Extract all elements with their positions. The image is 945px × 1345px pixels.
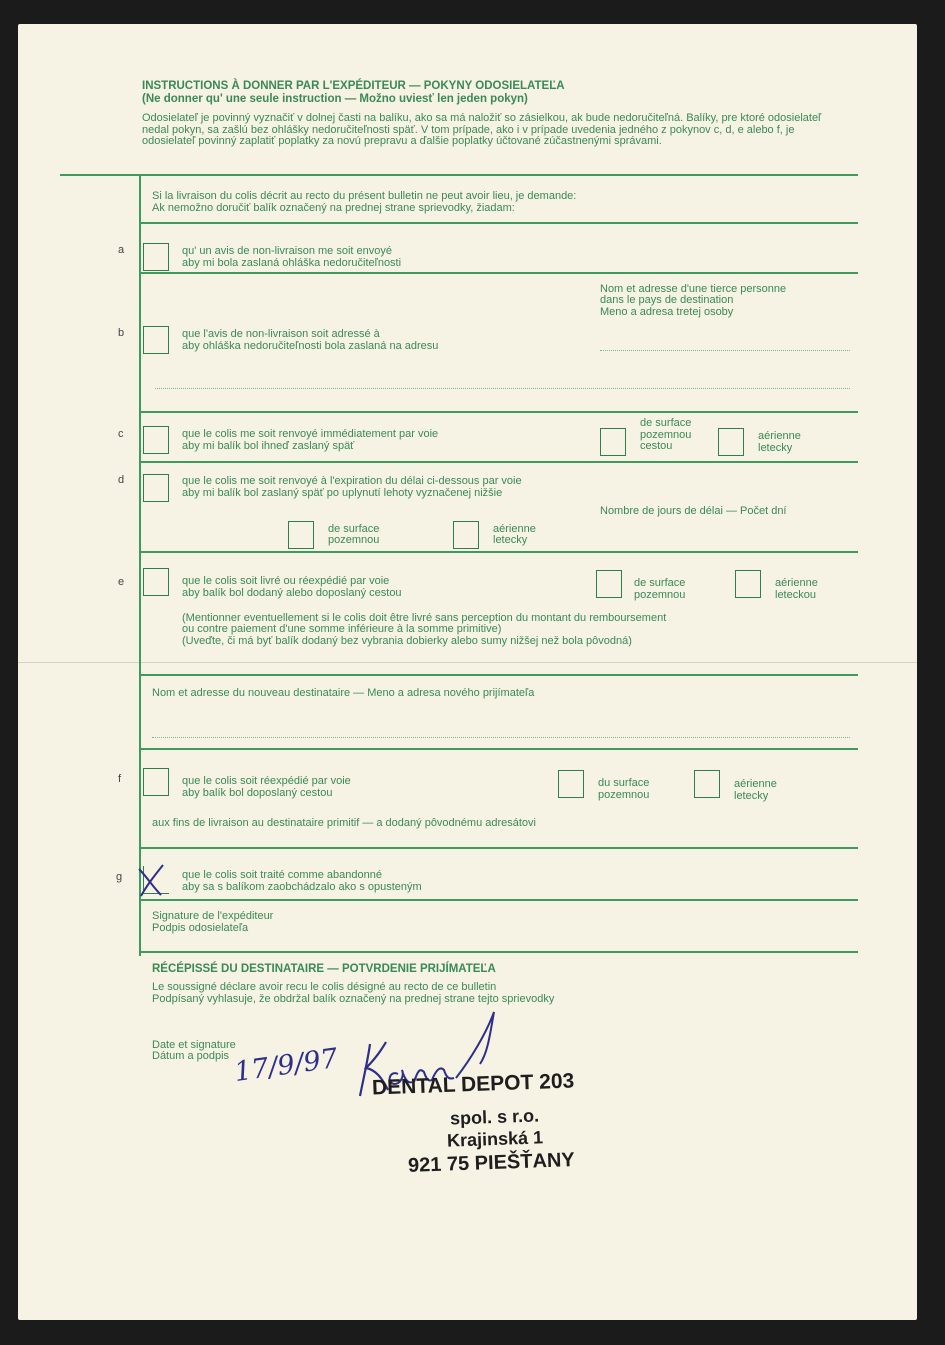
option-a-fr: qu' un avis de non-livraison me soit envoyé (182, 245, 392, 257)
option-c-air-label-sk: letecky (758, 442, 793, 454)
option-a-letter: a (118, 244, 125, 256)
option-d-letter: d (118, 474, 125, 486)
divider (139, 551, 858, 553)
option-b-sk: aby ohláška nedoručiteľnosti bola zaslaná na adresu (182, 340, 439, 352)
option-a-sk: aby mi bola zaslaná ohláška nedoručiteľnosti (182, 257, 402, 269)
option-c-surface-label: de surface (640, 417, 692, 429)
option-c-letter: c (118, 428, 124, 440)
option-e-surface-label: de surface (634, 577, 686, 589)
sender-signature-label: Signature de l'expéditeur (152, 910, 274, 922)
option-f-surface-label: du surface (598, 777, 650, 789)
option-e-air-label: aérienne (775, 577, 818, 589)
third-party-label-3: Meno a adresa tretej osoby (600, 306, 734, 318)
third-party-label-2: dans le pays de destination (600, 294, 734, 306)
divider (139, 461, 858, 463)
option-e-air-checkbox[interactable] (735, 570, 761, 598)
third-party-label-1: Nom et adresse d'une tierce personne (600, 283, 787, 295)
option-e-checkbox[interactable] (143, 568, 169, 596)
option-c-surface-label-sk: pozemnou (640, 429, 692, 441)
option-c-checkbox[interactable] (143, 426, 169, 454)
stamp-company-type: spol. s r.o. (449, 1105, 540, 1129)
option-c-sk: aby mi balík bol ihneď zaslaný späť (182, 440, 355, 452)
option-f-surface-checkbox[interactable] (558, 770, 584, 798)
option-e-note-2: ou contre paiement d'une somme inférieure à la somme primitive) (182, 623, 502, 635)
option-c-surface-label-sk2: cestou (640, 440, 673, 452)
option-e-note-3: (Uveďte, či má byť balík dodaný bez vybrania dobierky alebo sumy nižšej než bola pôvodná) (182, 635, 632, 647)
divider (139, 899, 858, 901)
option-g-sk: aby sa s balíkom zaobchádzalo ako s opusteným (182, 881, 422, 893)
option-g-letter: g (116, 871, 123, 883)
stamp-company: DENTAL DEPOT 203 (371, 1069, 575, 1100)
option-c-air-checkbox[interactable] (718, 428, 744, 456)
option-e-surface-label-sk: pozemnou (634, 589, 686, 601)
option-d-surface-checkbox[interactable] (288, 521, 314, 549)
stamp-street: Krajinská 1 (446, 1127, 544, 1151)
divider (139, 674, 858, 676)
request-line-sk: Ak nemožno doručiť balík označený na prednej strane sprievodky, žiadam: (152, 202, 515, 214)
option-e-fr: que le colis soit livré ou réexpédié par voie (182, 575, 390, 587)
form-title: INSTRUCTIONS À DONNER PAR L'EXPÉDITEUR — POKYNY ODOSIELATEĽA (142, 80, 565, 92)
option-e-sk: aby balík bol dodaný alebo doposlaný cestou (182, 587, 402, 599)
left-margin-line (139, 174, 141, 956)
new-addressee-label: Nom et adresse du nouveau destinataire — Meno a adresa nového prijímateľa (152, 687, 535, 699)
option-c-fr: que le colis me soit renvoyé immédiatement par voie (182, 428, 439, 440)
divider (139, 272, 858, 274)
option-d-air-checkbox[interactable] (453, 521, 479, 549)
divider (139, 847, 858, 849)
fold-line (18, 662, 917, 663)
stamp-city: 921 75 PIEŠŤANY (407, 1149, 576, 1177)
date-signature-label-sk: Dátum a podpis (152, 1050, 230, 1062)
option-f-air-checkbox[interactable] (694, 770, 720, 798)
divider (139, 222, 858, 224)
sender-signature-label-sk: Podpis odosielateľa (152, 922, 249, 934)
option-f-checkbox[interactable] (143, 768, 169, 796)
option-d-checkbox[interactable] (143, 474, 169, 502)
handwritten-date: 17/9/97 (232, 1042, 340, 1089)
option-b-letter: b (118, 327, 125, 339)
option-b-checkbox[interactable] (143, 326, 169, 354)
divider (60, 174, 858, 176)
form-subtitle: (Ne donner qu' une seule instruction — Možno uviesť len jeden pokyn) (142, 93, 528, 105)
receipt-fr: Le soussigné déclare avoir recu le colis désigné au recto de ce bulletin (152, 981, 497, 993)
request-line-fr: Si la livraison du colis décrit au recto du présent bulletin ne peut avoir lieu, je demande: (152, 190, 577, 202)
option-a-checkbox[interactable] (143, 243, 169, 271)
option-d-sk: aby mi balík bol zaslaný späť po uplynutí lehoty vyznačenej nižšie (182, 487, 503, 499)
option-d-air-label-sk: letecky (493, 534, 528, 546)
option-f-sk: aby balík bol doposlaný cestou (182, 787, 333, 799)
option-b-fr: que l'avis de non-livraison soit adressé à (182, 328, 380, 340)
option-c-surface-checkbox[interactable] (600, 428, 626, 456)
option-d-air-label: aérienne (493, 523, 536, 535)
option-c-air-label: aérienne (758, 430, 801, 442)
option-f-air-label: aérienne (734, 778, 777, 790)
divider (139, 411, 858, 413)
option-e-surface-checkbox[interactable] (596, 570, 622, 598)
receipt-title: RÉCÉPISSÉ DU DESTINATAIRE — POTVRDENIE PRIJÍMATEĽA (152, 963, 496, 975)
option-d-surface-label-sk: pozemnou (328, 534, 380, 546)
option-e-letter: e (118, 576, 125, 588)
option-d-fr: que le colis me soit renvoyé à l'expiration du délai ci-dessous par voie (182, 475, 522, 487)
address-line[interactable] (155, 388, 850, 389)
divider (139, 748, 858, 750)
date-signature-label: Date et signature (152, 1039, 236, 1051)
address-line[interactable] (600, 350, 850, 351)
option-e-air-label-sk: leteckou (775, 589, 816, 601)
option-g-fr: que le colis soit traité comme abandonné (182, 869, 382, 881)
option-f-surface-label-sk: pozemnou (598, 789, 650, 801)
option-f-air-label-sk: letecky (734, 790, 769, 802)
intro-paragraph: Odosielateľ je povinný vyznačiť v dolnej časti na balíku, ako sa má naložiť so zásielkou, ak bude nedoručiteľná. Balíky, pre ktoré odosielateľ nedal pokyn, sa zašlú bez ohlášky nedoručiteľnosti späť. V tom prípade, ako i v prípade uvedenia jedného z pokynov c, d, e alebo f, je odosielateľ povinný zaplatiť poplatky za novú prepravu a ďalšie poplatky účtované zúčastnenými správami. (142, 112, 822, 147)
divider (139, 951, 858, 953)
option-f-letter: f (118, 773, 122, 785)
option-e-note-1: (Mentionner eventuellement si le colis doit être livré sans perception du montant du remboursement (182, 612, 667, 624)
option-d-days-label: Nombre de jours de délai — Počet dní (600, 505, 787, 517)
check-mark-icon (133, 860, 169, 900)
option-d-surface-label: de surface (328, 523, 380, 535)
option-f-fr: que le colis soit réexpédié par voie (182, 775, 351, 787)
address-line[interactable] (152, 737, 850, 738)
receipt-sk: Podpísaný vyhlasuje, že obdržal balík označený na prednej strane tejto sprievodky (152, 993, 555, 1005)
option-f-primitive: aux fins de livraison au destinataire primitif — a dodaný pôvodnému adresátovi (152, 817, 536, 829)
